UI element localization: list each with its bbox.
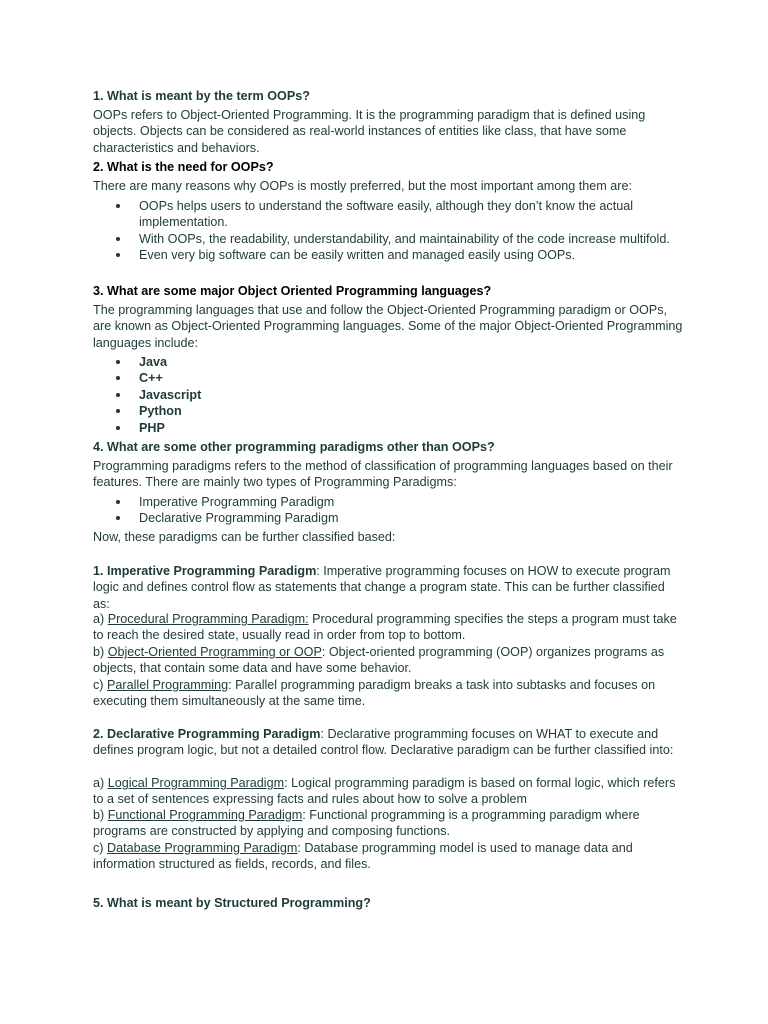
parallel-link[interactable]: Parallel Programming	[107, 678, 229, 692]
imperative-paragraph	[93, 563, 683, 612]
item-text: : Functional programming is a programming paradigm where programs are constructed by applying and composing functions.	[93, 808, 640, 839]
logical-link[interactable]: Logical Programming Paradigm	[107, 776, 285, 790]
declarative-desc: : Declarative programming focuses on WHAT to execute and defines program logic, but not a detailed control flow. Declarative paradigm can be further classified into:	[93, 727, 674, 758]
functional-link[interactable]: Functional Programming Paradigm	[107, 808, 303, 822]
q1-body: OOPs refers to Object-Oriented Programming. It is the programming paradigm that is defined using objects. Objects can be considered as real-world instances of entities like class, that have some characteristics and behaviors.	[93, 108, 646, 155]
item-prefix: a)	[93, 612, 108, 626]
item-prefix: b)	[93, 645, 108, 659]
item-text: : Parallel programming paradigm breaks a task into subtasks and focuses on executing them simultaneously at the same time.	[93, 678, 656, 709]
item-prefix: c)	[93, 841, 107, 855]
item-prefix: a)	[93, 776, 108, 790]
declarative-paragraph	[93, 726, 683, 759]
item-text: Procedural programming specifies the steps a program must take to reach the desired state, usually read in order from top to bottom.	[93, 612, 677, 643]
procedural-link[interactable]: Procedural Programming Paradigm:	[107, 612, 309, 626]
list-item: Declarative Programming Paradigm	[93, 510, 683, 526]
declarative-heading: 2. Declarative Programming Paradigm	[93, 727, 321, 741]
imperative-item-b	[93, 644, 683, 677]
item-prefix: c)	[93, 678, 107, 692]
item-text: : Logical programming paradigm is based on formal logic, which refers to a set of sentences expressing facts and rules about how to solve a problem	[93, 776, 676, 807]
q1-title: 1. What is meant by the term OOPs?	[93, 89, 310, 103]
q2-intro: There are many reasons why OOPs is mostly preferred, but the most important among them are:	[93, 179, 632, 193]
item-text: : Object-oriented programming (OOP) organizes programs as objects, that contain some data and have some behavior.	[93, 645, 665, 676]
list-item: Python	[93, 403, 683, 419]
declarative-item-c	[93, 840, 683, 873]
imperative-item-c	[93, 677, 683, 710]
q5-title: 5. What is meant by Structured Programming?	[93, 896, 371, 910]
list-item: C++	[93, 370, 683, 386]
database-link[interactable]: Database Programming Paradigm	[107, 841, 298, 855]
list-item: Even very big software can be easily written and managed easily using OOPs.	[93, 247, 683, 263]
q4-title: 4. What are some other programming paradigms other than OOPs?	[93, 440, 495, 454]
further-classified-text: Now, these paradigms can be further classified based:	[93, 530, 396, 544]
imperative-desc: : Imperative programming focuses on HOW to execute program logic and defines control flow as statements that change a program state. This can be further classified as:	[93, 564, 671, 611]
q3-title: 3. What are some major Object Oriented Programming languages?	[93, 284, 492, 298]
oop-link[interactable]: Object-Oriented Programming or OOP	[107, 645, 322, 659]
q2-title: 2. What is the need for OOPs?	[93, 160, 274, 174]
list-item: PHP	[93, 420, 683, 436]
imperative-heading: 1. Imperative Programming Paradigm	[93, 564, 317, 578]
list-item: With OOPs, the readability, understandability, and maintainability of the code increase multifold.	[93, 231, 683, 247]
item-prefix: b)	[93, 808, 108, 822]
paradigm-type-list	[93, 494, 683, 527]
q3-intro: The programming languages that use and follow the Object-Oriented Programming paradigm or OOPs, are known as Object-Oriented Programming languages. Some of the major Object-Oriented Programming languages include:	[93, 303, 683, 350]
q4-intro: Programming paradigms refers to the method of classification of programming languages based on their features. There are mainly two types of Programming Paradigms:	[93, 459, 673, 490]
declarative-item-b	[93, 807, 683, 840]
list-item: Javascript	[93, 387, 683, 403]
list-item: OOPs helps users to understand the software easily, although they don’t know the actual implementation.	[93, 198, 683, 231]
list-item: Imperative Programming Paradigm	[93, 494, 683, 510]
list-item: Java	[93, 354, 683, 370]
declarative-item-a	[93, 775, 683, 808]
item-text: : Database programming model is used to manage data and information structured as fields, records, and files.	[93, 841, 633, 872]
q2-bullet-list	[93, 198, 683, 264]
language-list	[93, 354, 683, 436]
imperative-item-a	[93, 611, 683, 644]
